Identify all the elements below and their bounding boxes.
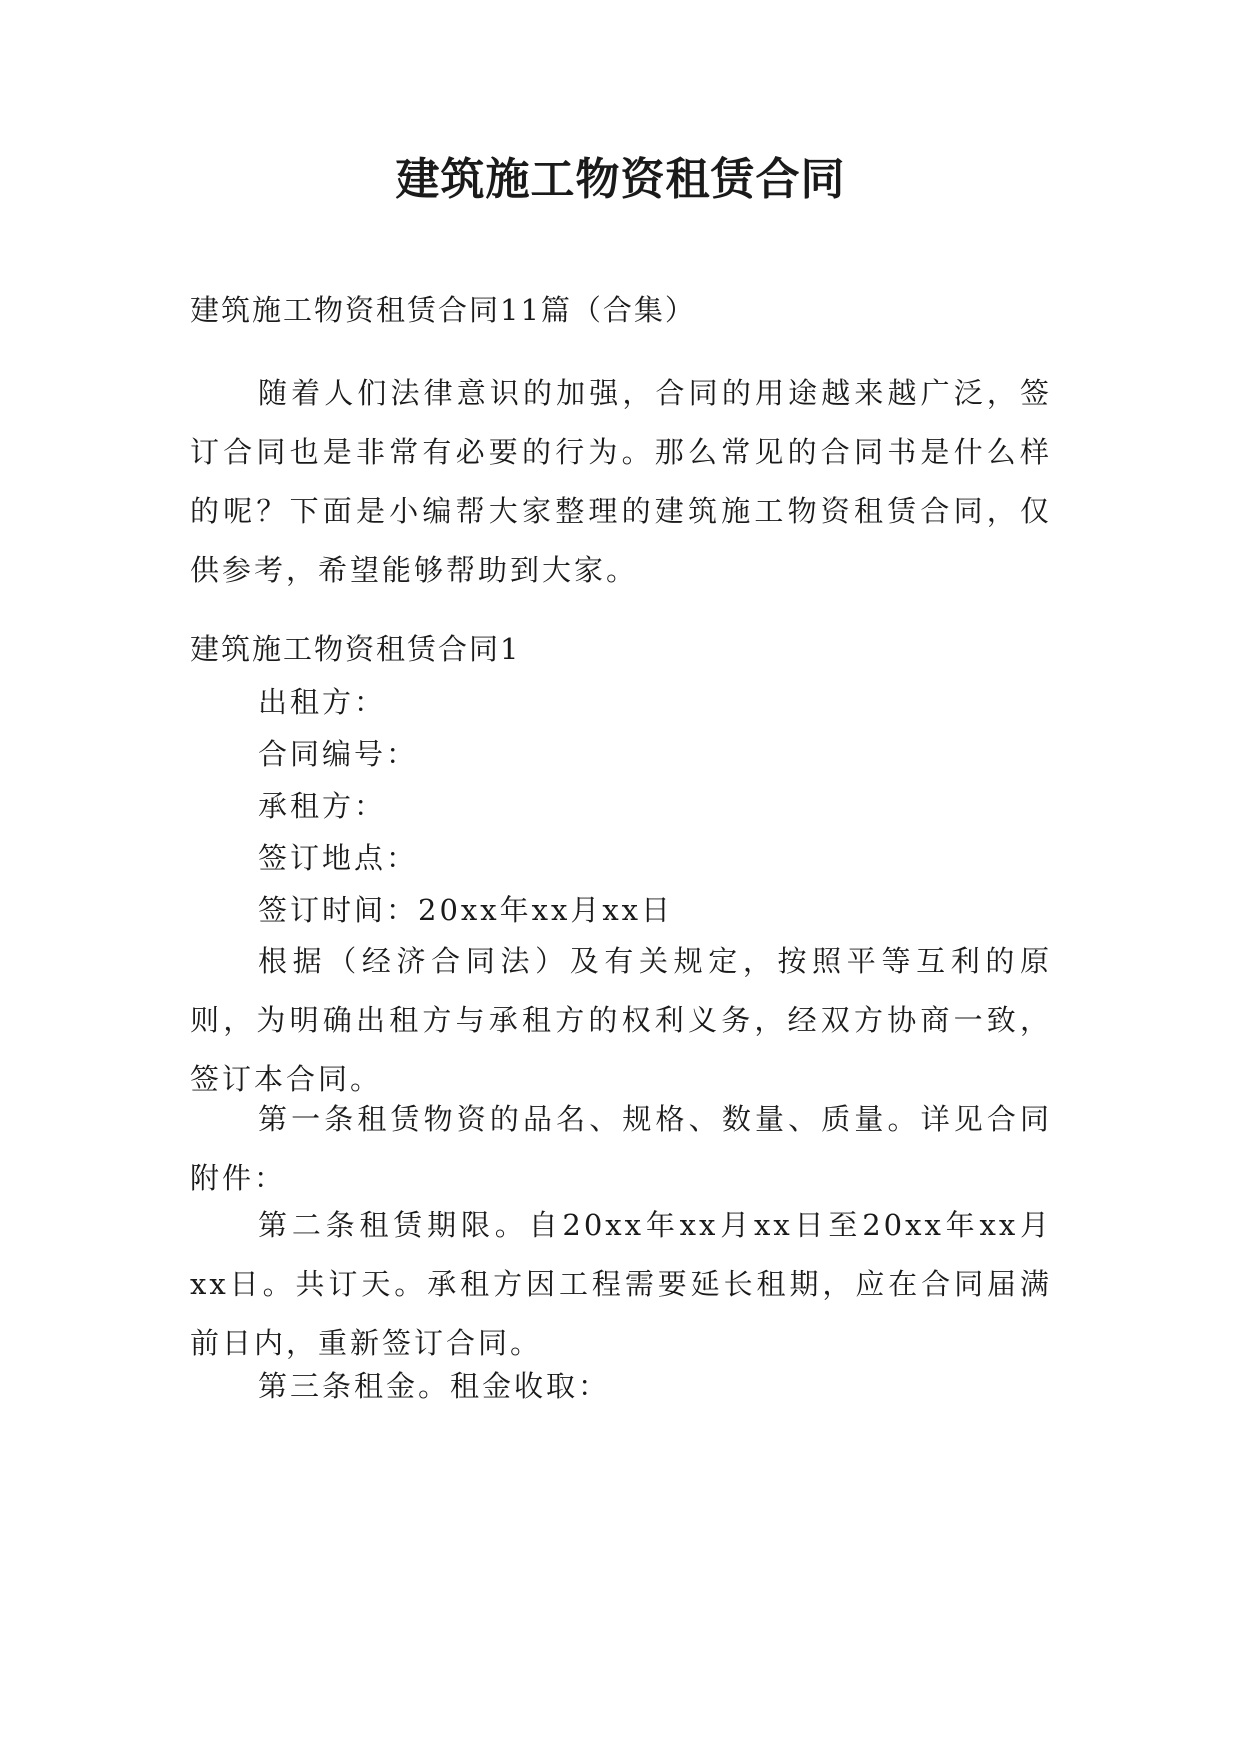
article-3: 第三条租金。租金收取： — [258, 1369, 611, 1403]
document-subtitle: 建筑施工物资租赁合同11篇（合集） — [190, 293, 696, 327]
field-sign-time: 签订时间：20xx年xx月xx日 — [258, 893, 674, 927]
article-1: 第一条租赁物资的品名、规格、数量、质量。详见合同附件： — [190, 1102, 1052, 1195]
document-title: 建筑施工物资租赁合同 — [395, 154, 846, 205]
article-2: 第二条租赁期限。自20xx年xx月xx日至20xx年xx月xx日。共订天。承租方因工程需要延长租期，应在合同届满前日内，重新签订合同。 — [190, 1208, 1052, 1360]
basis-paragraph: 根据（经济合同法）及有关规定，按照平等互利的原则，为明确出租方与承租方的权利义务，经双方协商一致，签订本合同。 — [190, 944, 1052, 1096]
field-contract-number: 合同编号： — [258, 737, 419, 771]
field-lessee: 承租方： — [258, 789, 387, 823]
field-sign-place: 签订地点： — [258, 841, 419, 875]
intro-paragraph: 随着人们法律意识的加强，合同的用途越来越广泛，签订合同也是非常有必要的行为。那么常见的合同书是什么样的呢？下面是小编帮大家整理的建筑施工物资租赁合同，仅供参考，希望能够帮助到大家。 — [190, 376, 1052, 587]
field-lessor: 出租方： — [258, 685, 387, 719]
section-title-1: 建筑施工物资租赁合同1 — [190, 632, 521, 666]
